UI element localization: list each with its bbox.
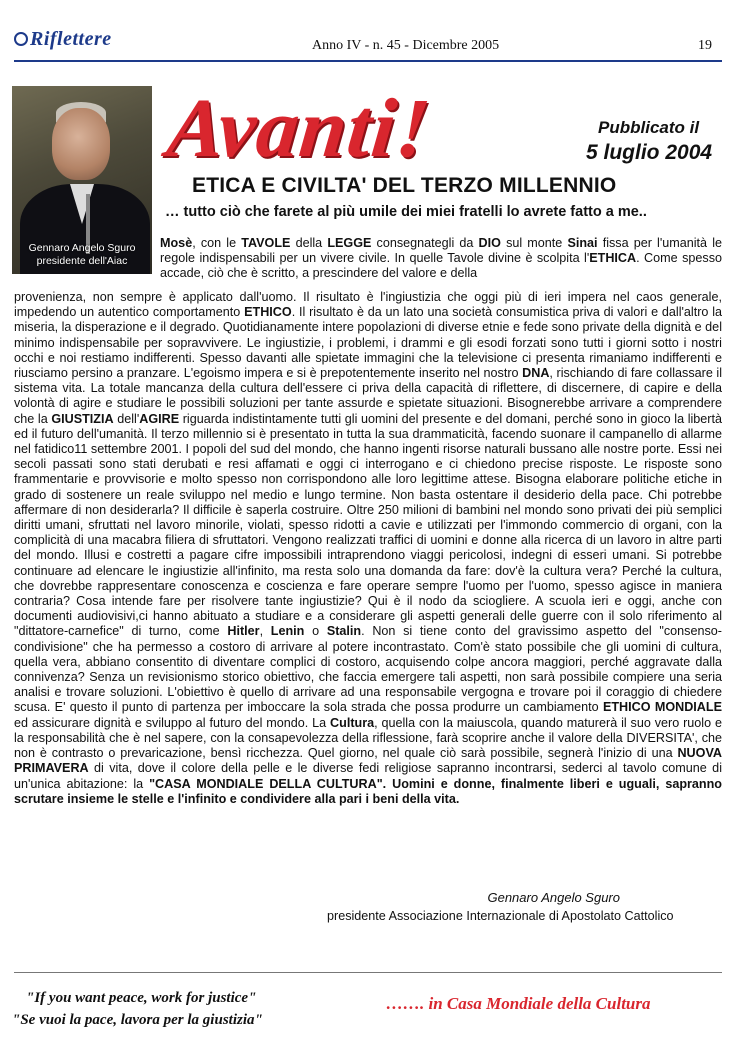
body-text-run: , rischiando di fare collassare il sistema vita. La totale mancanza della cultura dell'essere ci priva della capacità di riflettere, di discernere, di capire e della volontà di agire e studiare le possibili soluzioni per tante assurde e spietate situazioni. Bisognerebbe arrivare a comprendere che la	[14, 366, 722, 426]
body-bold-run: ETHICO	[244, 305, 292, 320]
footer-divider	[14, 972, 722, 973]
body-text-run: o	[304, 624, 327, 639]
intro-bold-run: Mosè	[160, 236, 193, 250]
author-role: presidente Associazione Internazionale di Apostolato Cattolico	[327, 909, 674, 923]
intro-text-run: , con le	[192, 236, 242, 250]
body-bold-run: DNA	[522, 366, 550, 381]
photo-caption	[12, 242, 152, 268]
body-text-run: ed assicurare dignità e sviluppo al futuro del mondo. La	[14, 715, 331, 730]
intro-text-run: sul monte	[500, 236, 568, 250]
body-text-run: provenienza, non sempre è applicato dall'uomo. Il risultato è l'ingiustizia che oggi più di ieri impera nel caos generale, impedendo un autentico comportamento	[14, 290, 722, 320]
body-bold-run: NUOVA PRIMAVERA	[14, 746, 722, 776]
body-bold-run: Lenin	[270, 624, 305, 639]
author-signature: Gennaro Angelo Sguro	[487, 890, 620, 905]
body-bold-run: Cultura	[330, 715, 375, 730]
header-divider	[14, 60, 722, 62]
intro-bold-run: Sinai	[567, 236, 598, 250]
brand-name: Riflettere	[30, 28, 112, 50]
photo-head	[52, 108, 110, 180]
issue-info: Anno IV - n. 45 - Dicembre 2005	[312, 38, 500, 53]
body-bold-run: "CASA MONDIALE DELLA CULTURA". Uomini e donne, finalmente liberi e uguali, sapranno scrutare insieme le stelle e l'infinito e condividere alla pari i beni della vita.	[14, 776, 723, 806]
body-text-run: di vita, dove il colore della pelle e le diverse fedi religiose sapranno incontrarsi, sederci al tavolo comune di un'unica abitazione: la	[14, 761, 722, 791]
intro-bold-run: ETHICA	[589, 251, 637, 266]
footer-tagline: ……. in Casa Mondiale della Cultura	[386, 994, 651, 1013]
body-bold-run: AGIRE	[139, 411, 180, 426]
body-bold-run: ETHICO MONDIALE	[602, 700, 722, 715]
photo-caption-role: presidente dell'Aiac	[36, 255, 128, 267]
published-date: 5 luglio 2004	[586, 141, 713, 164]
body-text-run: dell'	[113, 411, 140, 426]
intro-text-run: fissa per l'umanità le regole indispensabili per un vivere civile. In quelle Tavole divine è scolpita l'	[160, 236, 723, 266]
article-intro	[160, 236, 722, 282]
photo-caption-name: Gennaro Angelo Sguro	[28, 242, 136, 254]
body-text-run: ,	[259, 624, 271, 639]
brand-logo	[14, 28, 112, 51]
intro-text-run: . Come spesso accade, ciò che è scritto, a prescindere del valore e della	[160, 251, 722, 281]
footer-quote-en: "If you want peace, work for justice"	[26, 990, 257, 1006]
body-bold-run: Hitler	[227, 624, 260, 639]
logo-icon	[14, 32, 28, 46]
intro-text-run: della	[290, 236, 328, 250]
page-header	[0, 0, 736, 70]
intro-bold-run: TAVOLE	[241, 236, 291, 250]
published-label: Pubblicato il	[598, 118, 700, 137]
author-photo	[12, 86, 152, 274]
body-text-run: , quella con la maiuscola, quando maturerà il suo vero ruolo e la responsabilità che è nel sapere, con la consapevolezza della riflessione, farà scoprire anche il valore della DIVERSITA', che non è contrasto o prevaricazione, bensì ricchezza. Quel giorno, nel quale ciò sarà possibile, segnerà l'inizio di una	[14, 715, 722, 761]
body-bold-run: GIUSTIZIA	[51, 411, 114, 426]
body-text-run: . Non si tiene conto del gravissimo aspetto del "consenso-condivisione" che ha permesso a costoro di arrivare al potere incontrastato. Com'è stato possibile che gli uomini di cultura, quella vera, abbiano consentito di diventare complici di costoro, acquisendo colpe ancora maggiori, perché aggravate dalla connivenza? Senza un revisionismo storico obiettivo, che faccia emergere tali aspetti, non sarà possibile compiere una seria analisi e trovare soluzioni. L'obiettivo è quello di arrivare ad una responsabile vergogna e trovare poi il coraggio di chiedere scusa. E' questo il punto di partenza per imboccare la sola strada che possa produrre un cambiamento	[14, 624, 722, 715]
footer-quote-it: "Se vuoi la pace, lavora per la giustizia"	[12, 1012, 263, 1028]
body-text-run: riguarda indistintamente tutti gli uomini del presente e del domani, perché sono in gioco la libertà ed il futuro dell'umanità. Il terzo millennio si è presentato in tutta la sua drammaticità, facendo suonare il campanello di allarme nel fatidico11 settembre 2001. I popoli del sud del mondo, che hanno ingenti risorse naturali bussano alle nostre porte. Essi nei secoli passati sono stati derubati e resi affamati e oggi ci interrogano e ci chiedono precise risposte. Le risposte sono frammentarie e provvisorie e molto spesso non corrispondono alle loro legittime attese. Bisogna elaborare politiche etiche in grado di sostenere un reale sviluppo nel medio e lungo termine. Non basta ostentare il desiderio della pace. Chi potrebbe affermare di non desiderarla? Il difficile è saperla costruire. Oltre 250 milioni di bambini nel mondo sono privati dei più semplici diritti umani, sfruttati nel lavoro minorile, violati, spesso ridotti a cavie e utilizzati per l'immondo commercio di organi, con la complicità di una macabra filiera di sfruttatori. Vengono realizzati traffici di uomini e donne alla ricerca di un lavoro in altre parti del mondo. Illusi e costretti a pagare cifre impossibili intraprendono viaggi pericolosi, indegni di esseri umani. Si potrebbe continuare ad elencare le ingiustizie all'infinito, ma resta solo una domanda da fare: dov'è la cultura vera? Perché la cultura, che dovrebbe rappresentare conoscenza e coscienza e fare operare sempre l'uomo per l'uomo, spesso agisce in maniera contraria? Cosa intende fare per risolvere tante ingiustizie? Qui è il nodo da sciogliere. A scuola ieri e oggi, anche con documenti audiovisivi,ci hanno abituato a studiare e a considerare gli aspetti generali delle guerre con il solo riferimento al "dittatore-carnefice" di turno, come	[14, 411, 722, 639]
article-headline: ETICA E CIVILTA' DEL TERZO MILLENNIO	[192, 174, 617, 197]
intro-text-run: consegnategli da	[371, 236, 479, 250]
masthead-title: Avanti!	[163, 82, 436, 175]
page-number: 19	[698, 38, 712, 53]
article-subheadline: … tutto ciò che farete al più umile dei miei fratelli lo avrete fatto a me..	[165, 204, 647, 220]
article-body	[14, 290, 722, 807]
body-text-run: . Il risultato è da un lato una società consumistica priva di valori e dall'altro la miseria, la disperazione e il degrado. Quotidianamente intere popolazioni di diverse etnie e fede sono private della dignità e del minimo indispensabile per sopravvivere. Le ingiustizie, i problemi, i drammi e gli esodi forzati sono tutti i giorni sotto i nostri occhi e noi restiamo indifferenti. Spesso davanti alle spietate immagini che la televisione ci presenta rimaniamo indifferenti e riusciamo persino a pranzare. L'egoismo impera e si è prepotentemente inserito nel nostro	[14, 305, 722, 381]
intro-bold-run: LEGGE	[327, 236, 372, 250]
intro-bold-run: DIO	[478, 236, 501, 250]
body-bold-run: Stalin	[326, 624, 362, 639]
